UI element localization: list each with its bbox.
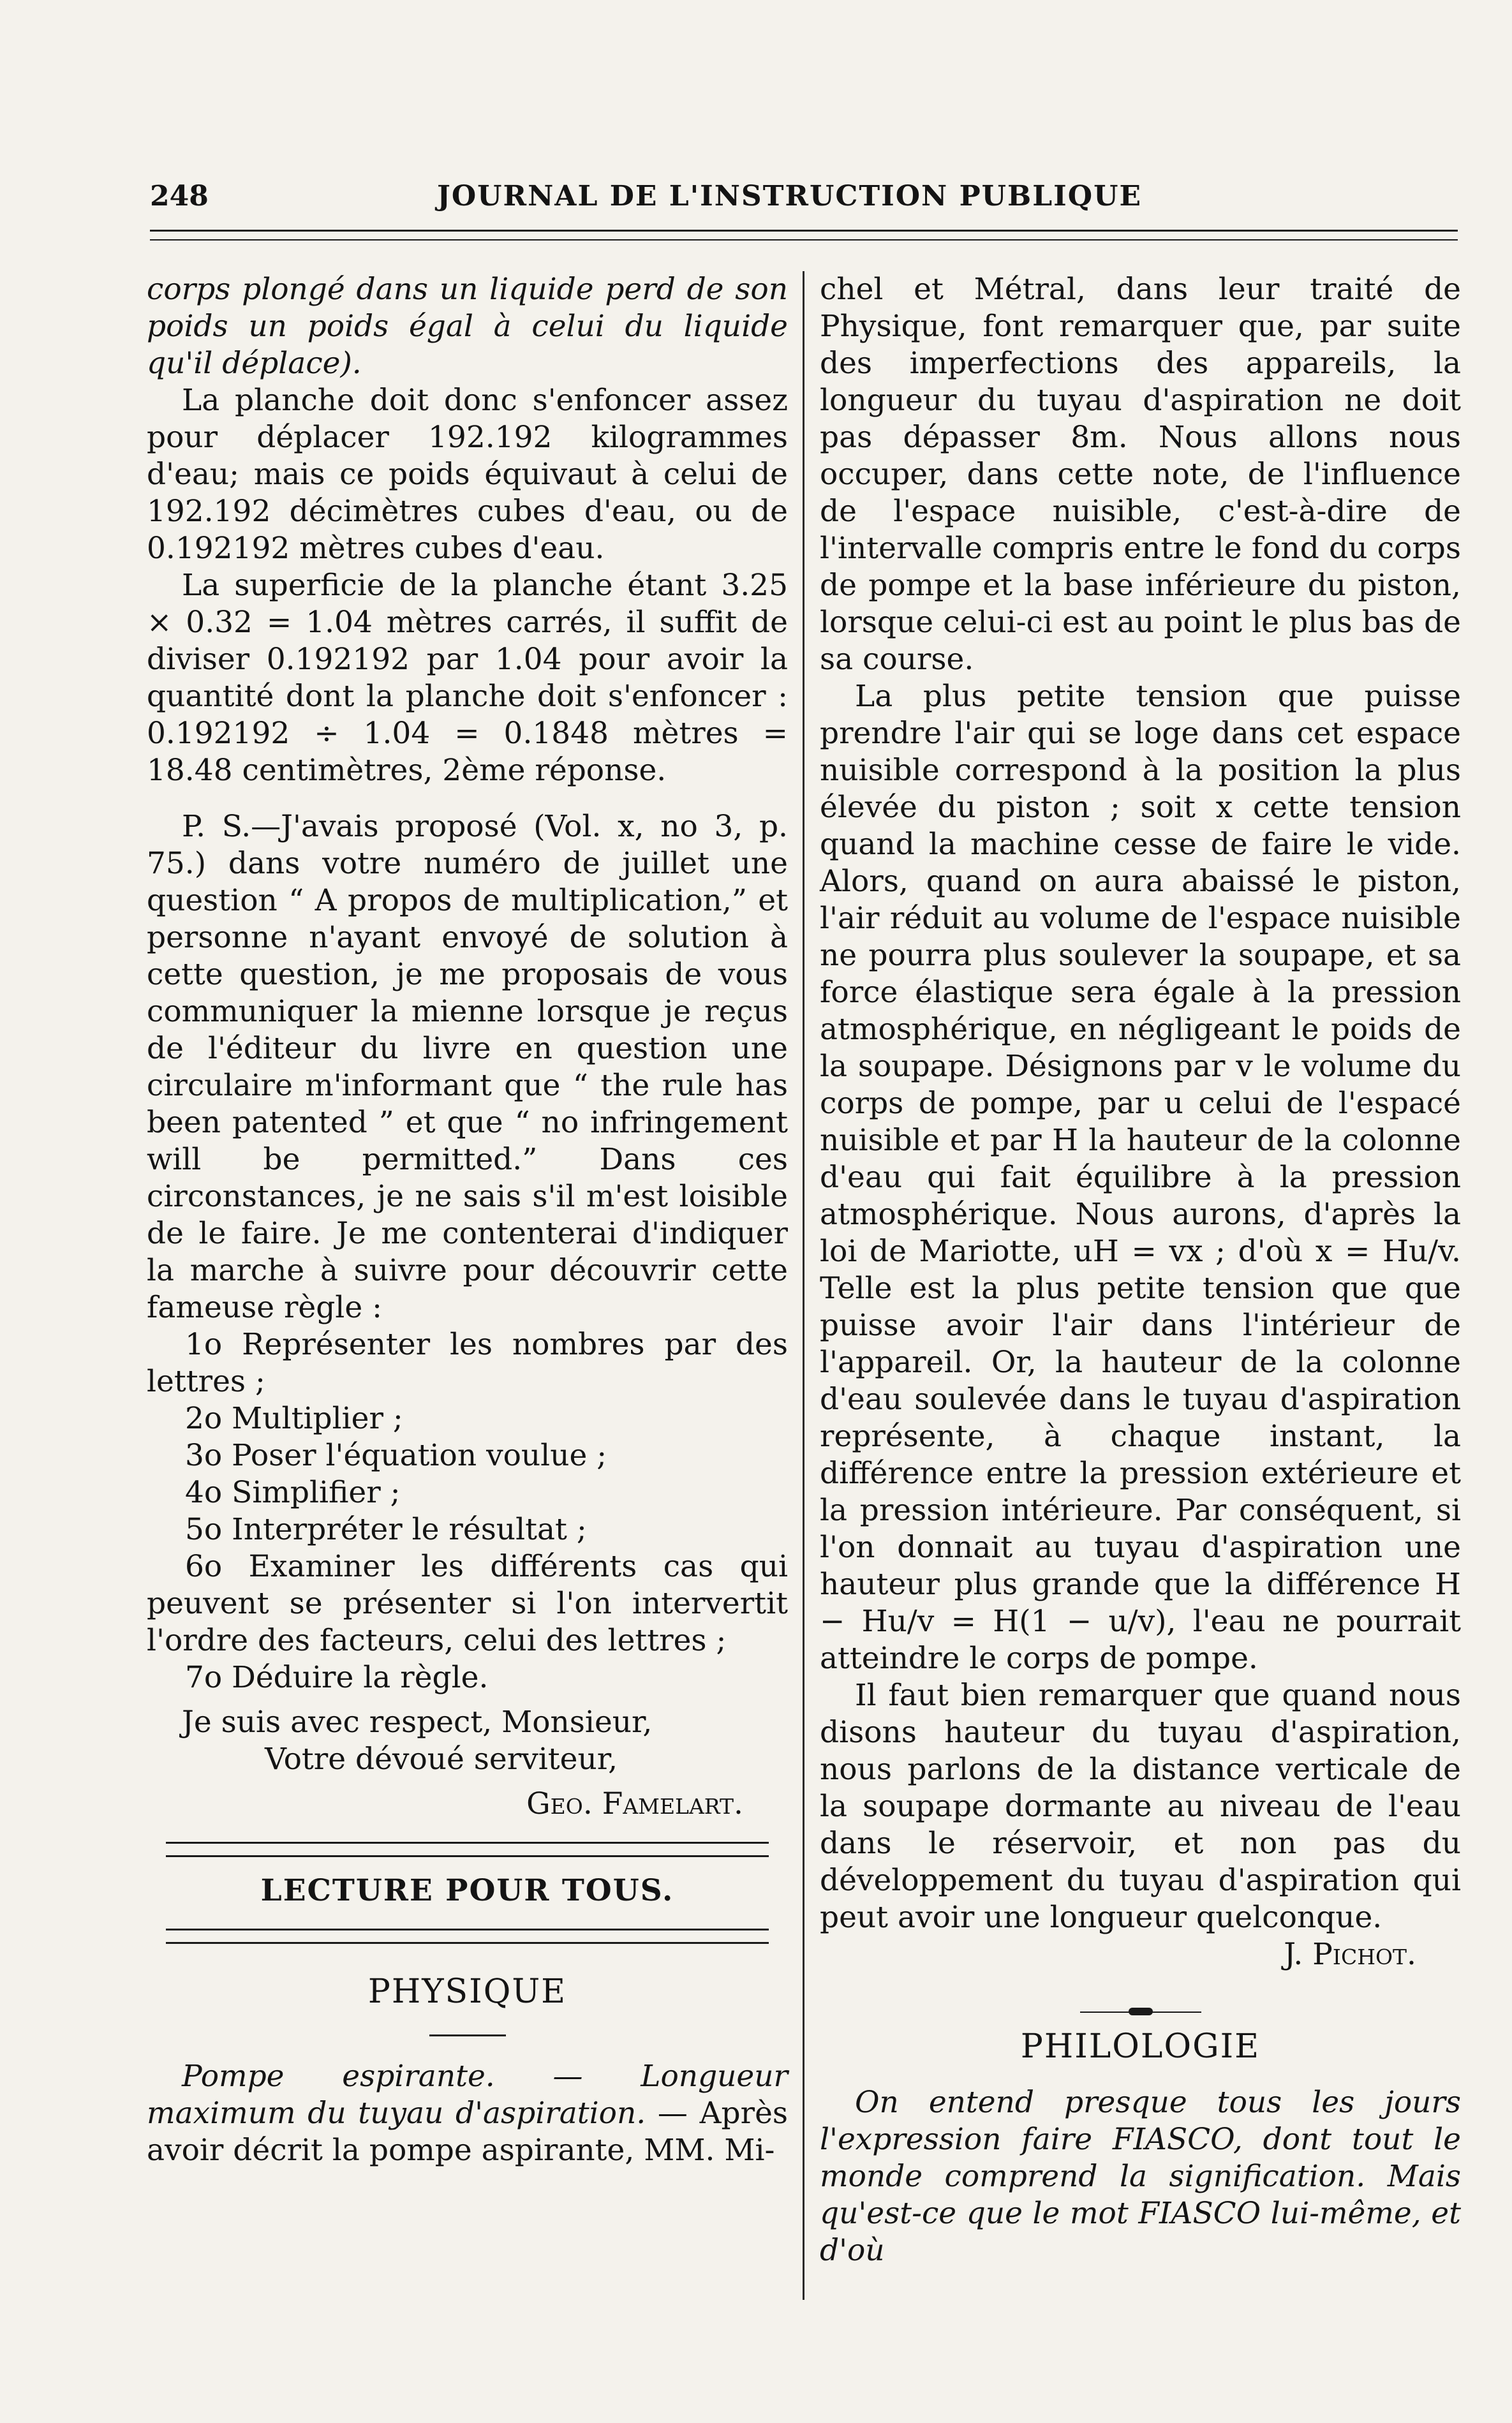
left-paragraph-1: corps plongé dans un liquide perd de son poids un poids égal à celui du liquide qu'il déplace). bbox=[147, 272, 788, 381]
list-item: 1o Représenter les nombres par des lettres ; bbox=[147, 1327, 788, 1399]
physique-text: — Après avoir décrit la pompe aspirante, MM. Mi- bbox=[147, 2096, 789, 2168]
list-item: 3o Poser l'équation voulue ; bbox=[185, 1438, 607, 1473]
section-title-philologie: PHILOLOGIE bbox=[1020, 2027, 1261, 2066]
steps-list bbox=[147, 1326, 788, 1696]
left-column bbox=[147, 271, 788, 2169]
section-rule bbox=[166, 1842, 769, 1857]
right-paragraph-2: La plus petite tension que puisse prendre l'air qui se loge dans cet espace nuisible correspond à la position la plus élevée du piston ; soit x cette tension quand la machine cesse de faire le vide. Alors, quand on aura abaissé le piston, l'air réduit au volume de l'espace nuisible ne pourra plus soulever la soupape, et sa force élastique sera égale à la pression atmosphérique, en négligeant le poids de la soupape. Désignons par v le volume du corps de pompe, par u celui de l'espacé nuisible et par H la hauteur de la colonne d'eau qui fait équilibre à la pression atmosphérique. Nous aurons, d'après la loi de Mariotte, uH = vx ; d'où x = Hu/v. Telle est la plus petite tension que que puisse avoir l'air dans l'intérieur de l'appareil. Or, la hauteur de la colonne d'eau soulevée dans le tuyau d'aspiration représente, à chaque instant, la différence entre la pression extérieure et la pression intérieure. Par conséquent, si l'on donnait au tuyau d'aspiration une hauteur plus grande que la différence H − Hu/v = H(1 − u/v), l'eau ne pourrait atteindre le corps de pompe. bbox=[820, 679, 1461, 1676]
header-rule bbox=[150, 230, 1458, 241]
running-title: JOURNAL DE L'INSTRUCTION PUBLIQUE bbox=[437, 180, 1142, 212]
ornament-divider bbox=[1080, 2012, 1201, 2015]
signature-famelart: Geo. Famelart. bbox=[526, 1786, 743, 1821]
list-item: 4o Simplifier ; bbox=[185, 1475, 401, 1510]
right-paragraph-3: Il faut bien remarquer que quand nous disons hauteur du tuyau d'aspiration, nous parlons de la distance verticale de la soupape dormante au niveau de l'eau dans le réservoir, et non pas du développement du tuyau d'aspiration qui peut avoir une longueur quelconque. bbox=[820, 1678, 1461, 1935]
page-number: 248 bbox=[150, 180, 209, 212]
right-column bbox=[820, 271, 1461, 2269]
right-paragraph-1: chel et Métral, dans leur traité de Physique, font remarquer que, par suite des imperfections des appareils, la longueur du tuyau d'aspiration ne doit pas dépasser 8m. Nous allons nous occuper, dans cette note, de l'influence de l'espace nuisible, c'est-à-dire de l'intervalle compris entre le fond du corps de pompe et la base inférieure du piston, lorsque celui-ci est au point le plus bas de sa course. bbox=[820, 272, 1461, 677]
closing-line-2: Votre dévoué serviteur, bbox=[265, 1742, 618, 1777]
left-postscript: P. S.—J'avais proposé (Vol. x, no 3, p. 75.) dans votre numéro de juillet une question “ A propos de multiplication,” et personne n'ayant envoyé de solution à cette question, je me proposais de vous communiquer la mienne lorsque je reçus de l'éditeur du livre en question une circulaire m'informant que “ the rule has been patented ” et que “ no infringement will be permitted.” Dans ces circonstances, je ne sais s'il m'est loisible de le faire. Je me contenterai d'indiquer la marche à suivre pour découvrir cette fameuse règle : bbox=[147, 809, 788, 1325]
physique-lead: Pompe espirante. — Longueur maximum du tuyau d'aspiration. bbox=[147, 2059, 788, 2131]
short-rule bbox=[429, 2034, 506, 2036]
section-rule bbox=[166, 1929, 769, 1944]
signature-pichot: J. Pichot. bbox=[1284, 1937, 1416, 1972]
physique-paragraph bbox=[147, 2058, 788, 2169]
list-item: 2o Multiplier ; bbox=[185, 1401, 403, 1436]
page-header bbox=[150, 180, 1458, 218]
list-item: 6o Examiner les différents cas qui peuvent se présenter si l'on intervertit l'ordre des facteurs, celui des lettres ; bbox=[147, 1549, 788, 1658]
left-paragraph-3: La superficie de la planche étant 3.25 × 0.32 = 1.04 mètres carrés, il suffit de diviser 0.192192 par 1.04 pour avoir la quantité dont la planche doit s'enfoncer : 0.192192 ÷ 1.04 = 0.1848 mètres = 18.48 centimètres, 2ème réponse. bbox=[147, 568, 788, 788]
left-paragraph-2: La planche doit donc s'enfoncer assez pour déplacer 192.192 kilogrammes d'eau; mais ce poids équivaut à celui de 192.192 décimètres cubes d'eau, ou de 0.192192 mètres cubes d'eau. bbox=[147, 383, 788, 566]
section-title-physique: PHYSIQUE bbox=[367, 1973, 567, 2011]
list-item: 7o Déduire la règle. bbox=[185, 1660, 489, 1695]
philologie-paragraph: On entend presque tous les jours l'expression faire FIASCO, dont tout le monde comprend la signification. Mais qu'est-ce que le mot FIASCO lui-même, et d'où bbox=[820, 2085, 1461, 2268]
closing-line: Je suis avec respect, Monsieur, bbox=[182, 1705, 653, 1740]
column-divider bbox=[803, 271, 804, 2300]
list-item: 5o Interpréter le résultat ; bbox=[185, 1512, 587, 1547]
section-title-lecture: LECTURE POUR TOUS. bbox=[260, 1873, 674, 1908]
